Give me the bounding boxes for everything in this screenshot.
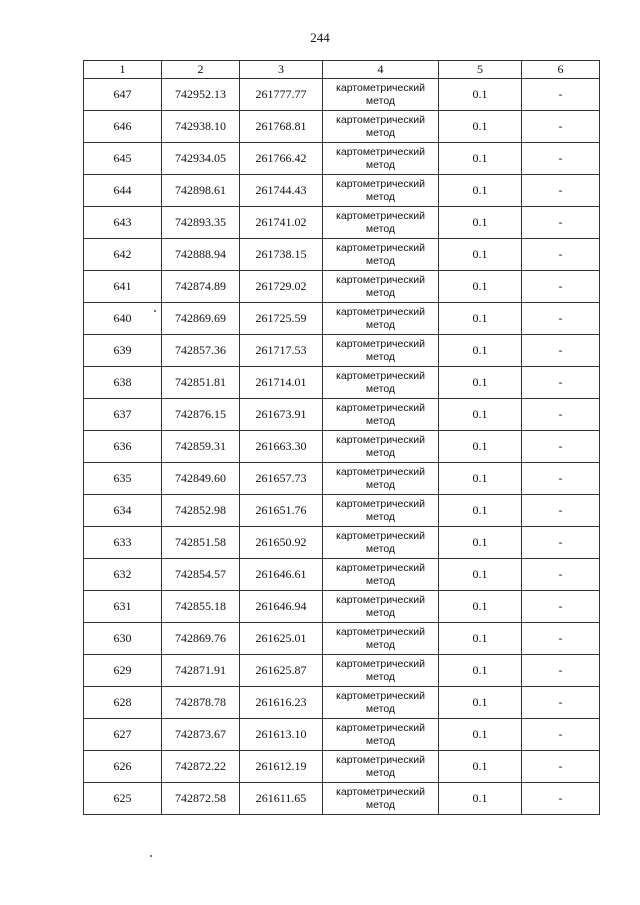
table-row	[84, 591, 600, 623]
y-coordinate-cell: 261714.01	[240, 367, 323, 399]
table-row	[84, 655, 600, 687]
y-coordinate-cell: 261612.19	[240, 751, 323, 783]
note-cell: -	[522, 463, 600, 495]
method-line-2: метод	[365, 350, 396, 363]
method-cell	[323, 591, 439, 623]
y-coordinate-cell: 261717.53	[240, 335, 323, 367]
method-cell	[323, 143, 439, 175]
method-line-2: метод	[365, 798, 396, 811]
method-line-1: картометрический	[336, 401, 425, 414]
note-cell: -	[522, 783, 600, 815]
x-coordinate-cell: 742872.22	[162, 751, 240, 783]
method-cell	[323, 687, 439, 719]
method-line-1: картометрический	[336, 305, 425, 318]
method-cell	[323, 527, 439, 559]
table-row	[84, 367, 600, 399]
method-line-2: метод	[365, 702, 396, 715]
method-line-1: картометрический	[336, 753, 425, 766]
accuracy-cell: 0.1	[439, 335, 522, 367]
note-cell: -	[522, 495, 600, 527]
method-cell	[323, 463, 439, 495]
x-coordinate-cell: 742952.13	[162, 79, 240, 111]
note-cell: -	[522, 655, 600, 687]
point-number-cell: 632	[84, 559, 162, 591]
point-number-cell: 640	[84, 303, 162, 335]
x-coordinate-cell: 742873.67	[162, 719, 240, 751]
point-number-cell: 646	[84, 111, 162, 143]
method-cell	[323, 783, 439, 815]
table-row	[84, 399, 600, 431]
y-coordinate-cell: 261673.91	[240, 399, 323, 431]
table-row	[84, 303, 600, 335]
method-cell	[323, 239, 439, 271]
accuracy-cell: 0.1	[439, 79, 522, 111]
y-coordinate-cell: 261611.65	[240, 783, 323, 815]
y-coordinate-cell: 261613.10	[240, 719, 323, 751]
x-coordinate-cell: 742859.31	[162, 431, 240, 463]
method-cell	[323, 303, 439, 335]
point-number-cell: 647	[84, 79, 162, 111]
x-coordinate-cell: 742869.69	[162, 303, 240, 335]
table-row	[84, 207, 600, 239]
note-cell: -	[522, 367, 600, 399]
method-line-1: картометрический	[336, 657, 425, 670]
note-cell: -	[522, 751, 600, 783]
note-cell: -	[522, 719, 600, 751]
method-cell	[323, 271, 439, 303]
table-row	[84, 751, 600, 783]
method-line-2: метод	[365, 222, 396, 235]
y-coordinate-cell: 261663.30	[240, 431, 323, 463]
note-cell: -	[522, 335, 600, 367]
scan-speck	[150, 855, 152, 857]
method-cell	[323, 751, 439, 783]
table-row	[84, 431, 600, 463]
point-number-cell: 626	[84, 751, 162, 783]
method-line-1: картометрический	[336, 433, 425, 446]
method-line-2: метод	[365, 126, 396, 139]
table-row	[84, 239, 600, 271]
x-coordinate-cell: 742893.35	[162, 207, 240, 239]
table-row	[84, 719, 600, 751]
method-line-2: метод	[365, 382, 396, 395]
method-cell	[323, 367, 439, 399]
point-number-cell: 635	[84, 463, 162, 495]
header-cell-6: 6	[522, 61, 600, 79]
table-row	[84, 175, 600, 207]
note-cell: -	[522, 399, 600, 431]
point-number-cell: 643	[84, 207, 162, 239]
method-line-2: метод	[365, 446, 396, 459]
method-cell	[323, 559, 439, 591]
method-cell	[323, 719, 439, 751]
method-line-2: метод	[365, 606, 396, 619]
point-number-cell: 634	[84, 495, 162, 527]
accuracy-cell: 0.1	[439, 623, 522, 655]
table-row	[84, 335, 600, 367]
table-row	[84, 623, 600, 655]
method-line-1: картометрический	[336, 273, 425, 286]
y-coordinate-cell: 261741.02	[240, 207, 323, 239]
accuracy-cell: 0.1	[439, 143, 522, 175]
scan-speck	[154, 310, 156, 312]
method-line-2: метод	[365, 94, 396, 107]
method-line-2: метод	[365, 734, 396, 747]
point-number-cell: 645	[84, 143, 162, 175]
method-line-1: картометрический	[336, 721, 425, 734]
method-cell	[323, 79, 439, 111]
accuracy-cell: 0.1	[439, 111, 522, 143]
accuracy-cell: 0.1	[439, 239, 522, 271]
accuracy-cell: 0.1	[439, 687, 522, 719]
point-number-cell: 637	[84, 399, 162, 431]
method-cell	[323, 399, 439, 431]
header-cell-5: 5	[439, 61, 522, 79]
accuracy-cell: 0.1	[439, 303, 522, 335]
method-line-1: картометрический	[336, 337, 425, 350]
header-cell-2: 2	[162, 61, 240, 79]
note-cell: -	[522, 271, 600, 303]
x-coordinate-cell: 742851.58	[162, 527, 240, 559]
method-line-2: метод	[365, 158, 396, 171]
y-coordinate-cell: 261777.77	[240, 79, 323, 111]
y-coordinate-cell: 261744.43	[240, 175, 323, 207]
x-coordinate-cell: 742878.78	[162, 687, 240, 719]
point-number-cell: 642	[84, 239, 162, 271]
method-line-2: метод	[365, 510, 396, 523]
method-line-1: картометрический	[336, 209, 425, 222]
method-line-1: картометрический	[336, 529, 425, 542]
point-number-cell: 627	[84, 719, 162, 751]
accuracy-cell: 0.1	[439, 495, 522, 527]
method-line-1: картометрический	[336, 81, 425, 94]
accuracy-cell: 0.1	[439, 559, 522, 591]
y-coordinate-cell: 261616.23	[240, 687, 323, 719]
y-coordinate-cell: 261646.94	[240, 591, 323, 623]
method-line-1: картометрический	[336, 465, 425, 478]
x-coordinate-cell: 742874.89	[162, 271, 240, 303]
x-coordinate-cell: 742857.36	[162, 335, 240, 367]
method-line-2: метод	[365, 574, 396, 587]
table-row	[84, 79, 600, 111]
method-line-1: картометрический	[336, 177, 425, 190]
x-coordinate-cell: 742871.91	[162, 655, 240, 687]
table-row	[84, 559, 600, 591]
header-cell-3: 3	[240, 61, 323, 79]
accuracy-cell: 0.1	[439, 399, 522, 431]
method-cell	[323, 431, 439, 463]
method-line-2: метод	[365, 254, 396, 267]
x-coordinate-cell: 742934.05	[162, 143, 240, 175]
table-row	[84, 143, 600, 175]
y-coordinate-cell: 261725.59	[240, 303, 323, 335]
point-number-cell: 625	[84, 783, 162, 815]
note-cell: -	[522, 623, 600, 655]
y-coordinate-cell: 261738.15	[240, 239, 323, 271]
point-number-cell: 641	[84, 271, 162, 303]
accuracy-cell: 0.1	[439, 367, 522, 399]
page-number: 244	[310, 30, 330, 45]
table-row	[84, 495, 600, 527]
x-coordinate-cell: 742852.98	[162, 495, 240, 527]
method-line-2: метод	[365, 478, 396, 491]
point-number-cell: 629	[84, 655, 162, 687]
x-coordinate-cell: 742938.10	[162, 111, 240, 143]
x-coordinate-cell: 742855.18	[162, 591, 240, 623]
y-coordinate-cell: 261625.87	[240, 655, 323, 687]
method-line-1: картометрический	[336, 145, 425, 158]
note-cell: -	[522, 143, 600, 175]
y-coordinate-cell: 261657.73	[240, 463, 323, 495]
x-coordinate-cell: 742854.57	[162, 559, 240, 591]
method-line-1: картометрический	[336, 241, 425, 254]
x-coordinate-cell: 742851.81	[162, 367, 240, 399]
method-line-2: метод	[365, 318, 396, 331]
point-number-cell: 636	[84, 431, 162, 463]
x-coordinate-cell: 742849.60	[162, 463, 240, 495]
method-cell	[323, 111, 439, 143]
method-cell	[323, 655, 439, 687]
method-line-1: картометрический	[336, 369, 425, 382]
note-cell: -	[522, 111, 600, 143]
y-coordinate-cell: 261766.42	[240, 143, 323, 175]
method-cell	[323, 175, 439, 207]
note-cell: -	[522, 527, 600, 559]
method-cell	[323, 335, 439, 367]
table-row	[84, 271, 600, 303]
note-cell: -	[522, 303, 600, 335]
method-line-2: метод	[365, 670, 396, 683]
table-row	[84, 463, 600, 495]
method-cell	[323, 207, 439, 239]
method-line-1: картометрический	[336, 497, 425, 510]
method-line-2: метод	[365, 766, 396, 779]
method-line-2: метод	[365, 542, 396, 555]
y-coordinate-cell: 261768.81	[240, 111, 323, 143]
accuracy-cell: 0.1	[439, 591, 522, 623]
note-cell: -	[522, 207, 600, 239]
note-cell: -	[522, 79, 600, 111]
note-cell: -	[522, 239, 600, 271]
accuracy-cell: 0.1	[439, 207, 522, 239]
point-number-cell: 644	[84, 175, 162, 207]
method-line-1: картометрический	[336, 785, 425, 798]
point-number-cell: 628	[84, 687, 162, 719]
note-cell: -	[522, 431, 600, 463]
header-cell-1: 1	[84, 61, 162, 79]
note-cell: -	[522, 175, 600, 207]
x-coordinate-cell: 742876.15	[162, 399, 240, 431]
table-row	[84, 527, 600, 559]
note-cell: -	[522, 687, 600, 719]
accuracy-cell: 0.1	[439, 655, 522, 687]
method-cell	[323, 495, 439, 527]
point-number-cell: 630	[84, 623, 162, 655]
method-cell	[323, 623, 439, 655]
x-coordinate-cell: 742888.94	[162, 239, 240, 271]
accuracy-cell: 0.1	[439, 783, 522, 815]
accuracy-cell: 0.1	[439, 175, 522, 207]
y-coordinate-cell: 261625.01	[240, 623, 323, 655]
table-header-row	[84, 61, 600, 79]
method-line-2: метод	[365, 638, 396, 651]
method-line-1: картометрический	[336, 625, 425, 638]
table-row	[84, 111, 600, 143]
y-coordinate-cell: 261646.61	[240, 559, 323, 591]
note-cell: -	[522, 559, 600, 591]
accuracy-cell: 0.1	[439, 431, 522, 463]
table-row	[84, 783, 600, 815]
y-coordinate-cell: 261650.92	[240, 527, 323, 559]
x-coordinate-cell: 742898.61	[162, 175, 240, 207]
accuracy-cell: 0.1	[439, 751, 522, 783]
method-line-2: метод	[365, 190, 396, 203]
method-line-2: метод	[365, 414, 396, 427]
accuracy-cell: 0.1	[439, 719, 522, 751]
y-coordinate-cell: 261651.76	[240, 495, 323, 527]
method-line-1: картометрический	[336, 689, 425, 702]
header-cell-4: 4	[323, 61, 439, 79]
point-number-cell: 638	[84, 367, 162, 399]
table-body	[84, 79, 600, 815]
x-coordinate-cell: 742869.76	[162, 623, 240, 655]
accuracy-cell: 0.1	[439, 463, 522, 495]
point-number-cell: 631	[84, 591, 162, 623]
x-coordinate-cell: 742872.58	[162, 783, 240, 815]
accuracy-cell: 0.1	[439, 527, 522, 559]
point-number-cell: 639	[84, 335, 162, 367]
accuracy-cell: 0.1	[439, 271, 522, 303]
note-cell: -	[522, 591, 600, 623]
coordinates-table	[83, 60, 600, 815]
method-line-1: картометрический	[336, 593, 425, 606]
method-line-1: картометрический	[336, 113, 425, 126]
y-coordinate-cell: 261729.02	[240, 271, 323, 303]
method-line-2: метод	[365, 286, 396, 299]
table-row	[84, 687, 600, 719]
point-number-cell: 633	[84, 527, 162, 559]
method-line-1: картометрический	[336, 561, 425, 574]
